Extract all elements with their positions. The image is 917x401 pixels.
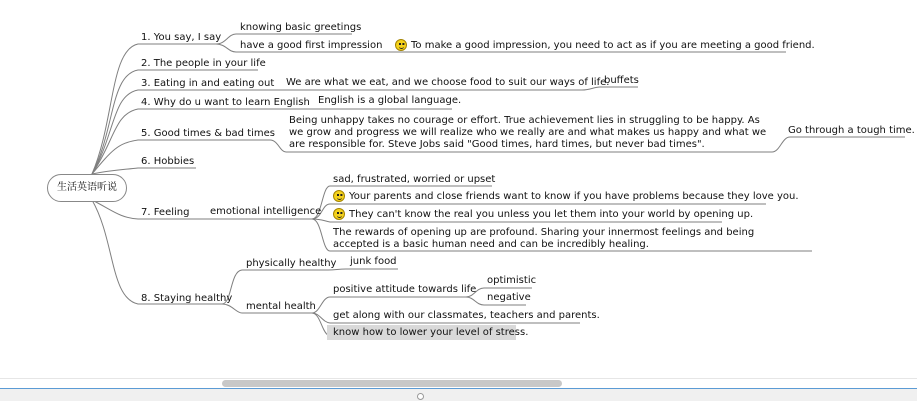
topic-staying-healthy[interactable]: 8. Staying healthy (141, 293, 233, 304)
subtopic-physically-healthy[interactable]: physically healthy (246, 258, 337, 269)
subtopic-first-impression[interactable]: have a good first impression (240, 40, 383, 51)
note-sad-frustrated[interactable]: sad, frustrated, worried or upset (333, 174, 496, 185)
note-rewards-of-opening-up[interactable]: The rewards of opening up are profound. Sharing your innermost feelings and being accepted is a basic human need and can be incredibly healing. (333, 227, 755, 250)
horizontal-scrollbar-thumb[interactable] (222, 380, 562, 387)
topic-you-say-i-say[interactable]: 1. You say, I say (141, 32, 222, 43)
subtopic-optimistic[interactable]: optimistic (487, 275, 537, 286)
subtopic-being-unhappy[interactable]: Being unhappy takes no courage or effort. True achievement lies in struggling to be happy. As we grow and progress we will realize who we really are and what makes us happy and what we are responsible for. Steve Jobs said "Good times, hard times, but never bad times". (289, 115, 767, 150)
resize-handle-icon[interactable] (417, 393, 424, 400)
topic-people-in-your-life[interactable]: 2. The people in your life (141, 58, 266, 69)
subtopic-negative[interactable]: negative (487, 292, 531, 303)
subtopic-global-language[interactable]: English is a global language. (318, 95, 462, 106)
smiley-icon (395, 39, 407, 51)
subtopic-knowing-basic-greetings[interactable]: knowing basic greetings (240, 22, 362, 33)
note-parents-and-friends[interactable]: Your parents and close friends want to know if you have problems because they love you. (349, 191, 799, 202)
topic-hobbies[interactable]: 6. Hobbies (141, 156, 195, 167)
note-real-you[interactable]: They can't know the real you unless you let them into your world by opening up. (349, 209, 754, 220)
smiley-icon (333, 190, 345, 202)
subtopic-lower-stress[interactable]: know how to lower your level of stress. (333, 327, 529, 338)
canvas-divider (0, 378, 917, 379)
subtopic-emotional-intelligence[interactable]: emotional intelligence (210, 206, 322, 217)
topic-why-learn-english[interactable]: 4. Why do u want to learn English (141, 97, 310, 108)
topic-good-and-bad-times[interactable]: 5. Good times & bad times (141, 128, 275, 139)
topic-feeling[interactable]: 7. Feeling (141, 207, 190, 218)
subtopic-what-we-eat[interactable]: We are what we eat, and we choose food to suit our ways of life. (286, 77, 610, 88)
subtopic-junk-food[interactable]: junk food (350, 256, 397, 267)
subtopic-positive-attitude[interactable]: positive attitude towards life (333, 284, 477, 295)
central-topic[interactable]: 生活英语听说 (47, 174, 127, 202)
topic-eating-in-and-out[interactable]: 3. Eating in and eating out (141, 78, 275, 89)
note-good-impression[interactable]: To make a good impression, you need to act as if you are meeting a good friend. (411, 40, 815, 51)
subtopic-get-along[interactable]: get along with our classmates, teachers and parents. (333, 310, 600, 321)
subtopic-tough-time[interactable]: Go through a tough time. (788, 125, 915, 136)
subtopic-buffets[interactable]: buffets (604, 75, 639, 86)
smiley-icon (333, 208, 345, 220)
subtopic-mental-health[interactable]: mental health (246, 301, 316, 312)
status-bar (0, 388, 917, 401)
